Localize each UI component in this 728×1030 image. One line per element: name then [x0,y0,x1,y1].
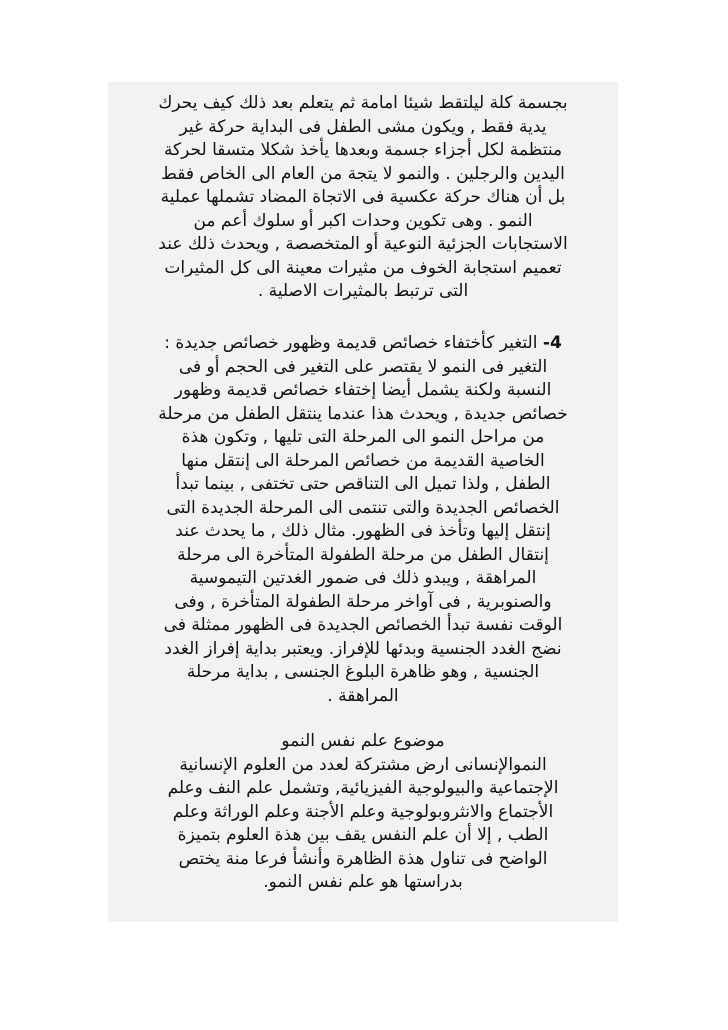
text-line: الطفل , ولذا تميل الى التناقص حتى تختفى , بينما تبدأ [175,474,551,494]
text-line: بل أن هناك حركة عكسية فى الاتجاة المضاد تشملها عملية [160,187,566,207]
text-line: الاستجابات الجزئية النوعية أو المتخصصة , ويحدث ذلك عند [158,234,568,254]
text-line: الجنسية , وهو ظاهرة البلوغ الجنسى , بداية مرحلة [186,662,540,682]
text-line: اليدين والرجلين . والنمو لا يتجة من العام الى الخاص فقط [161,163,565,184]
text-line: الطب , إلا أن علم النفس يقف بين هذة العلوم بتميزة [177,825,549,845]
text-line: التى ترتبط بالمثيرات الاصلية . [257,281,469,301]
text-line: النموالإنسانى ارض مشتركة لعدد من العلوم الإنسانية [179,754,547,775]
section-topic [108,730,618,895]
text-line: الإجتماعية والبيولوجية الفيزيائية, وتشمل علم النف وعلم [167,778,559,798]
text-line: تعميم استجابة الخوف من مثيرات معينة الى كل المثيرات [164,257,562,278]
text-line: إنتقال الطفل من مرحلة الطفولة المتأخرة الى مرحلة [177,544,549,565]
section-4-change [108,332,618,708]
text-line: الوقت نفسة تبدأ الخصائص الجديدة فى الظهور ممثلة فى [163,615,563,635]
text-line: من مراحل النمو الى المرحلة التى تليها , وتكون هذة [181,427,545,447]
document-page [108,82,618,922]
text-line: بجسمة كلة ليلتقط شيئا امامة ثم يتعلم بعد ذلك كيف يحرك [158,93,568,113]
section-number: 4- [542,333,562,353]
text-line: والصنوبرية , فى آواخر مرحلة الطفولة المتأخرة , وفى [174,591,552,612]
paragraph-growth-direction [108,92,618,304]
text-line: التغير فى النمو لا يقتصر على التغير فى الحجم أو فى [178,356,548,377]
text-line: النمو . وهى تكوين وحدات اكبر أو سلوك أعم من [193,210,533,231]
text-line: يدية فقط , ويكون مشى الطفل فى البداية حركة غير [179,116,547,137]
text-line: بدراستها هو علم نفس النمو. [263,872,463,892]
text-line: الخصائص الجديدة والتى تنتمى الى المرحلة الجديدة التى [166,497,560,518]
text-line: الخاصية القديمة من خصائص المرحلة الى إنتقل منها [181,450,545,471]
text-line: خصائص جديدة , ويحدث هذا عندما ينتقل الطفل من مرحلة [158,403,568,424]
text-line: النسبة ولكنة يشمل أيضا إختفاء خصائص قديمة وظهور [174,380,552,400]
text-line: إنتقل إليها وتأخذ فى الظهور. مثال ذلك , ما يحدث عند [175,521,551,541]
text-line: الواضح فى تناول هذة الظاهرة وأنشأ فرعا منة يختص [178,848,548,869]
text-line: نضج الغدد الجنسية وبدئها للإفراز. ويعتبر بداية إفراز الغدد [164,638,562,659]
section-heading [110,332,616,356]
text-line: الأجتماع والانثروبولوجية وعلم الأجنة وعلم الوراثة وعلم [172,801,554,822]
text-line: المراهقة , ويبدو ذلك فى ضمور الغدتين التيموسية [189,568,537,588]
section-heading-text: التغير كأختفاء خصائص قديمة وظهور خصائص جديدة : [164,333,543,353]
text-line: منتظمة لكل أجزاء جسمة وبعدها يأخذ شكلا متسقا لحركة [163,140,563,160]
section-title: موضوع علم نفس النمو [281,731,445,751]
text-line: المراهقة . [327,685,399,706]
